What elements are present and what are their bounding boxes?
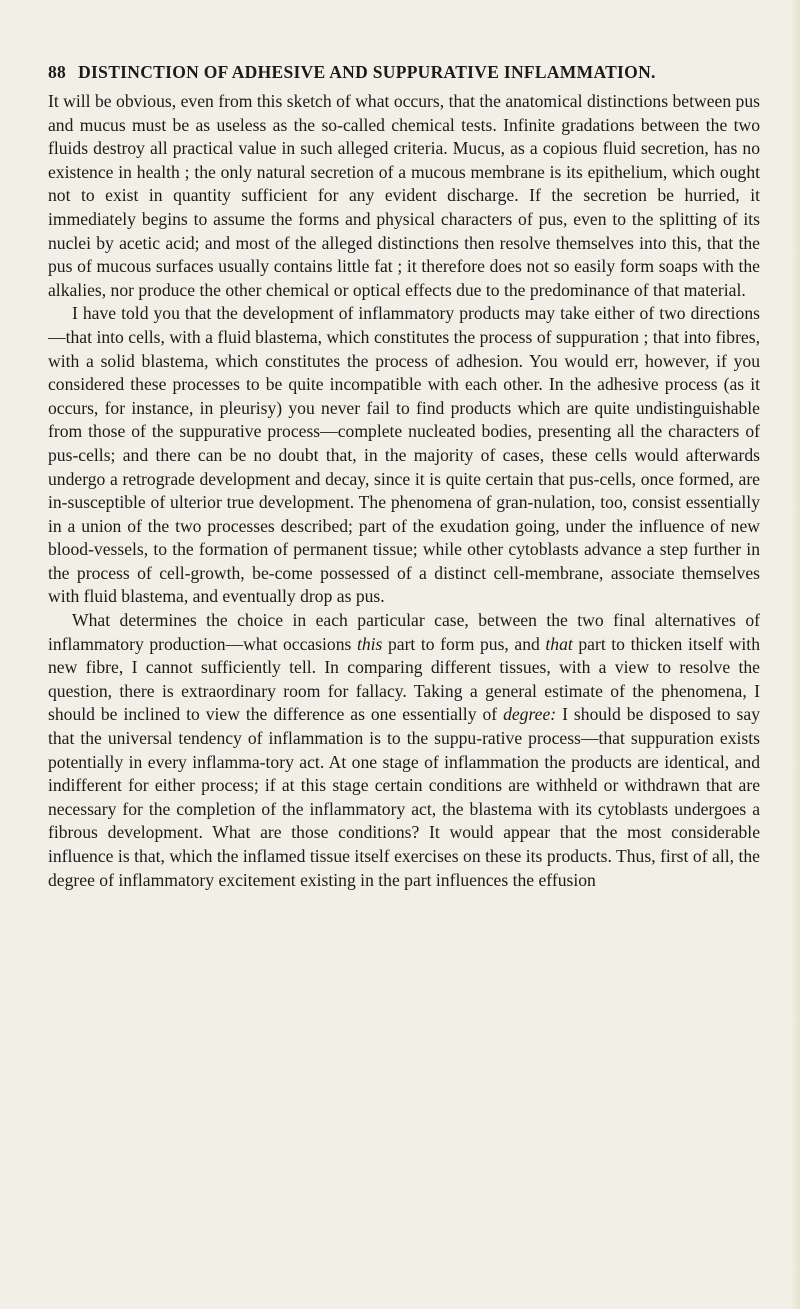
paragraph bbox=[48, 90, 760, 302]
running-title: DISTINCTION OF ADHESIVE AND SUPPURATIVE INFLAMMATION. bbox=[78, 62, 656, 82]
page-edge-shadow bbox=[790, 0, 800, 1309]
paragraph-text: I should be disposed to say that the universal tendency of inflammation is to the suppu-rative process—that suppuration exists potentially in every inflamma-tory act. At one stage of inflammation the products are identical, and indifferent for either process; if at this stage certain conditions are withheld or withdrawn that are necessary for the completion of the inflammatory act, the blastema with its cytoblasts undergoes a fibrous development. What are those conditions? It would appear that the most considerable influence is that, which the inflamed tissue itself exercises on these its products. Thus, first of all, the degree of inflammatory excitement existing in the part influences the effusion bbox=[48, 704, 761, 890]
italic-text: degree: bbox=[503, 704, 557, 725]
italic-text: this bbox=[356, 633, 383, 654]
paragraph-text: I have told you that the development of inflammatory products may take either of two directions—that into cells, with a fluid blastema, which constitutes the process of suppuration ; that into fibres, with a solid blastema, which constitutes the process of adhesion. You would err, however, if you considered these processes to be quite incompatible with each other. In the adhesive process (as it occurs, for instance, in pleurisy) you never fail to find products which are quite undistinguishable from those of the suppurative process—complete nucleated bodies, presenting all the characters of pus-cells; and there can be no doubt that, in the majority of cases, these cells would afterwards undergo a retrograde development and decay, since it is quite certain that pus-cells, once formed, are in-susceptible of ulterior true development. The phenomena of gran-nulation, too, consist essentially in a union of the two processes described; part of the exudation going, under the influence of new blood-vessels, to the formation of permanent tissue; while other cytoblasts advance a step further in the process of cell-growth, be-come possessed of a distinct cell-membrane, associate themselves with fluid blastema, and eventually drop as pus. bbox=[48, 303, 760, 607]
paragraph-text: part to thicken itself with new fibre, I cannot sufficiently tell. In comparing different tissues, with a view to resolve the question, there is extraordinary room for fallacy. Taking a general estimate of the phenomena, I should be inclined to view the difference as one essentially of bbox=[48, 633, 760, 725]
paragraph-text: part to form pus, and bbox=[382, 633, 546, 654]
page-number: 88 bbox=[48, 62, 67, 82]
italic-text: that bbox=[545, 633, 573, 654]
paragraph-text: What determines the choice in each particular case, between the two final alternatives of inflammatory production—what occasions bbox=[48, 610, 760, 654]
paragraph-text: It will be obvious, even from this sketch of what occurs, that the anatomical distinctions between pus and mucus must be as useless as the so-called chemical tests. Infinite gradations between the two fluids destroy all practical value in such alleged criteria. Mucus, as a copious fluid secretion, has no existence in health ; the only natural secretion of a mucous membrane is its epithelium, which ought not to exist in quantity sufficient for any evident discharge. If the secretion be hurried, it immediately begins to assume the forms and physical characters of pus, even to the splitting of its nuclei by acetic acid; and most of the alleged distinctions then resolve themselves into this, that the pus of mucous surfaces usually contains little fat ; it therefore does not so easily form soaps with the alkalies, nor produce the other chemical or optical effects due to the predominance of that material. bbox=[48, 91, 760, 300]
body-text bbox=[48, 90, 760, 892]
running-header bbox=[48, 62, 760, 83]
paragraph bbox=[48, 609, 760, 892]
paragraph bbox=[48, 302, 760, 609]
